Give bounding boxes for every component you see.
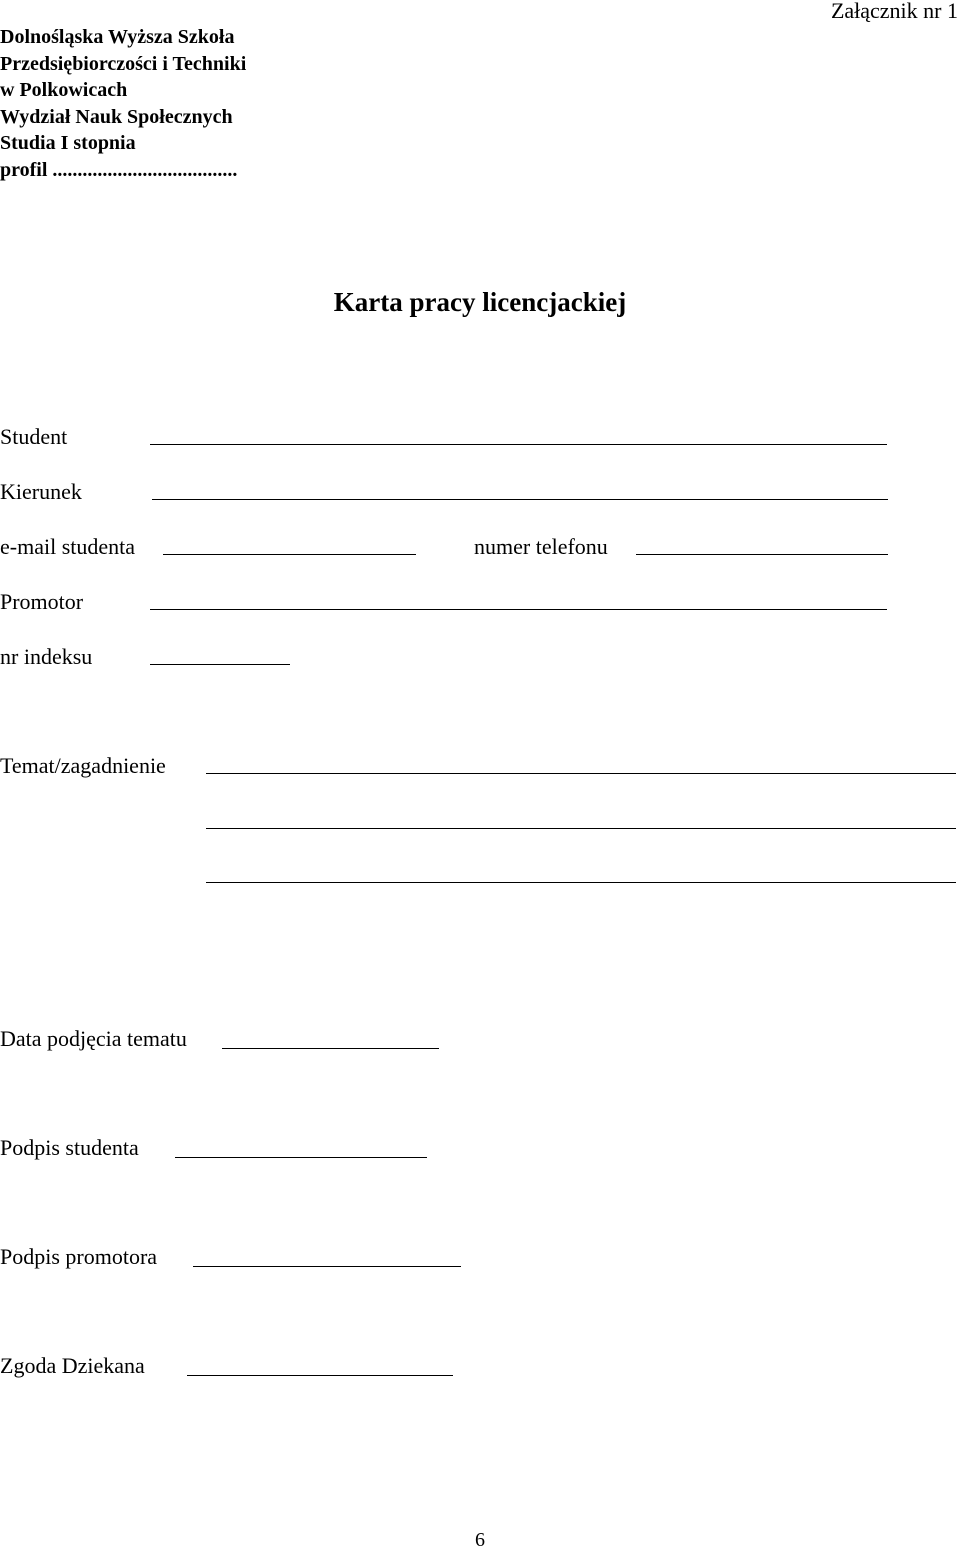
phone-label: numer telefonu [474, 534, 608, 559]
student-signature-label: Podpis studenta [0, 1135, 139, 1160]
topic-field-line-2[interactable] [206, 828, 956, 829]
student-signature-line[interactable] [175, 1157, 427, 1158]
index-number-label: nr indeksu [0, 644, 93, 669]
email-field-line[interactable] [163, 554, 416, 555]
page-number: 6 [475, 1529, 485, 1551]
institution-name-line-1: Dolnośląska Wyższa Szkoła [0, 26, 235, 48]
institution-location: w Polkowicach [0, 79, 128, 101]
kierunek-field-line[interactable] [152, 499, 888, 500]
kierunek-label: Kierunek [0, 479, 82, 504]
topic-date-field-line[interactable] [222, 1048, 439, 1049]
dean-consent-line[interactable] [187, 1375, 453, 1376]
topic-date-label: Data podjęcia tematu [0, 1026, 187, 1051]
supervisor-signature-label: Podpis promotora [0, 1244, 158, 1269]
topic-field-line-1[interactable] [206, 773, 956, 774]
student-field-line[interactable] [150, 444, 887, 445]
page-title: Karta pracy licencjackiej [333, 287, 627, 317]
supervisor-signature-line[interactable] [193, 1266, 461, 1267]
student-label: Student [0, 424, 68, 449]
study-profile: profil ..................................... [0, 158, 238, 181]
topic-field-line-3[interactable] [206, 882, 956, 883]
topic-label: Temat/zagadnienie [0, 753, 166, 778]
institution-name-line-2: Przedsiębiorczości i Techniki [0, 52, 247, 75]
faculty-name: Wydział Nauk Społecznych [0, 105, 233, 128]
index-number-field-line[interactable] [150, 664, 290, 665]
institution-header [0, 24, 246, 183]
email-label: e-mail studenta [0, 534, 136, 559]
annex-label: Załącznik nr 1 [830, 0, 958, 23]
dean-consent-label: Zgoda Dziekana [0, 1353, 145, 1378]
promotor-field-line[interactable] [150, 609, 887, 610]
study-level: Studia I stopnia [0, 132, 136, 154]
phone-field-line[interactable] [636, 554, 888, 555]
promotor-label: Promotor [0, 589, 84, 614]
